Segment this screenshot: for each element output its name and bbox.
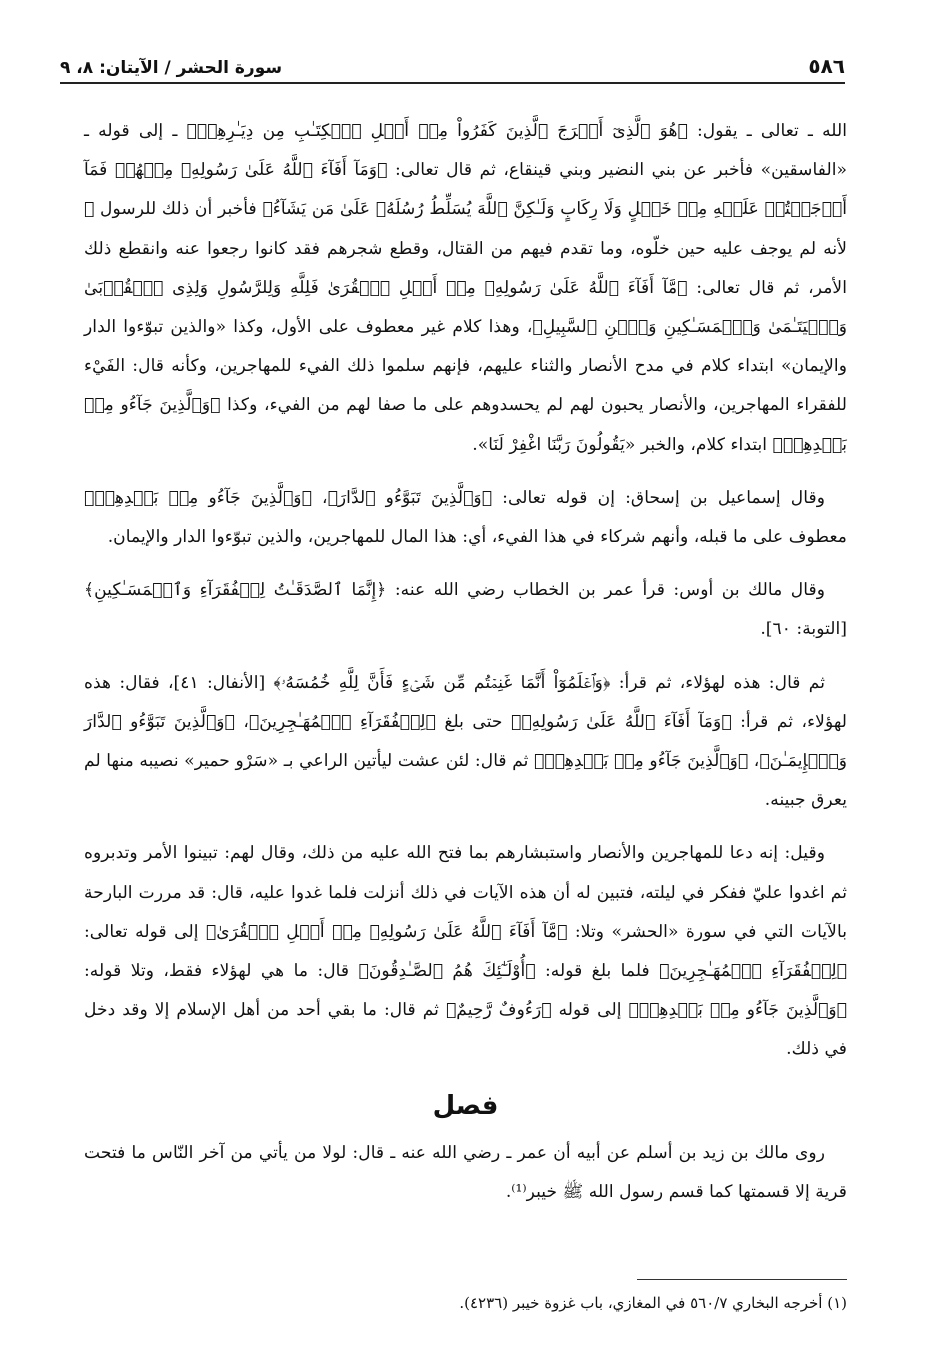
paragraph-5: وقيل: إنه دعا للمهاجرين والأنصار واستبشارهم بما فتح الله عليه من ذلك، وقال لهم: تبينوا الأمر وتدبروه ثم اغدوا عليّ ففكر في ليلته، فتبين له أن هذه الآيات في ذلك أنزلت فلما غدوا عليه، قال: قد مررت البارحة بالآيات التي في سورة «الحشر» وتلا: ﴿مَّآ أَفَآءَ ٱللَّهُ عَلَىٰ رَسُولِهِۦ مِنۡ أَهۡلِ ٱلۡقُرَىٰ﴾ إلى قوله تعالى: ﴿لِلۡفُقَرَآءِ ٱلۡمُهَـٰجِرِينَ﴾ فلما بلغ قوله: ﴿أُوْلَـٰٓئِكَ هُمُ ٱلصَّـٰدِقُونَ﴾ قال: ما هي لهؤلاء فقط، وتلا قوله: ﴿وَٱلَّذِينَ جَآءُو مِنۢ بَعۡدِهِمۡ﴾ إلى قوله ﴿رَءُوفٌ رَّحِيمٌ﴾ ثم قال: ما بقي أحد من أهل الإسلام إلا وقد دخل في ذلك. xyxy=(84,843,847,1060)
paragraph-1: الله ـ تعالى ـ يقول: ﴿هُوَ ٱلَّذِىٓ أَخۡرَجَ ٱلَّذِينَ كَفَرُواْ مِنۡ أَهۡلِ ٱلۡكِتَـٰبِ مِن دِيَـٰرِهِمۡ﴾ ـ إلى قوله ـ «الفاسقين» فأخبر عن بني النضير وبني قينقاع، ثم قال تعالى: ﴿وَمَآ أَفَآءَ ٱللَّهُ عَلَىٰ رَسُولِهِۦ مِنۡهُمۡ فَمَآ أَوۡجَفۡتُمۡ عَلَيۡهِ مِنۡ خَيۡلٍ وَلَا رِكَابٍ وَلَـٰكِنَّ ٱللَّهَ يُسَلِّطُ رُسُلَهُۥ عَلَىٰ مَن يَشَآءُ﴾ فأخبر أن ذلك للرسول ﷺ لأنه لم يوجف عليه حين خلّوه، وما تقدم فيهم من القتال، وقطع شجرهم فقد كانوا رجعوا عنه وانقطع ذلك الأمر، ثم قال تعالى: ﴿مَّآ أَفَآءَ ٱللَّهُ عَلَىٰ رَسُولِهِۦ مِنۡ أَهۡلِ ٱلۡقُرَىٰ فَلِلَّهِ وَلِلرَّسُولِ وَلِذِى ٱلۡقُرۡبَىٰ وَٱلۡيَتَـٰمَىٰ وَٱلۡمَسَـٰكِينِ وَٱبۡنِ ٱلسَّبِيلِ﴾، وهذا كلام غير معطوف على الأول، وكذا «والذين تبوّءوا الدار والإيمان» ابتداء كلام في مدح الأنصار والثناء عليهم، فإنهم سلموا ذلك الفيء للمهاجرين، وكأنه قال: الفَيْء للفقراء المهاجرين، والأنصار يحبون لهم لم يحسدوهم على ما صفا لهم من الفيء، وكذا ﴿وَٱلَّذِينَ جَآءُو مِنۢ بَعۡدِهِمۡ﴾ ابتداء كلام، والخبر «يَقُولُونَ رَبَّنَا اغْفِرْ لَنَا». xyxy=(84,121,847,455)
paragraph-2: وقال إسماعيل بن إسحاق: إن قوله تعالى: ﴿وَٱلَّذِينَ تَبَوَّءُو ٱلدَّارَ﴾، ﴿وَٱلَّذِينَ جَآءُو مِنۢ بَعۡدِهِمۡ﴾ معطوف على ما قبله، وأنهم شركاء في هذا الفيء، أي: هذا المال للمهاجرين، والذين تبوّءوا الدار والإيمان. xyxy=(84,487,847,548)
footnote-divider xyxy=(637,1279,847,1280)
body-text xyxy=(84,112,847,1226)
paragraph-3: وقال مالك بن أوس: قرأ عمر بن الخطاب رضي الله عنه: ﴿إِنَّمَا ٱلصَّدَقَـٰتُ لِلۡفُقَرَآءِ وَٱلۡمَسَـٰكِينِ﴾ [التوبة: ٦٠]. xyxy=(84,580,847,640)
surah-title: سورة الحشر / الآيتان: ٨، ٩ xyxy=(60,58,283,78)
section-heading: فصل xyxy=(432,1090,499,1121)
paragraph-4: ثم قال: هذه لهؤلاء، ثم قرأ: ﴿وَٱعۡلَمُوٓاْ أَنَّمَا غَنِمۡتُم مِّن شَىۡءٍ فَأَنَّ لِلَّهِ خُمُسَهُۥ﴾ [الأنفال: ٤١]، فقال: هذه لهؤلاء، ثم قرأ: ﴿وَمَآ أَفَآءَ ٱللَّهُ عَلَىٰ رَسُولِهِۦ﴾ حتى بلغ ﴿لِلۡفُقَرَآءِ ٱلۡمُهَـٰجِرِينَ﴾، ﴿وَٱلَّذِينَ تَبَوَّءُو ٱلدَّارَ وَٱلۡإِيمَـٰنَ﴾، ﴿وَٱلَّذِينَ جَآءُو مِنۢ بَعۡدِهِمۡ﴾ ثم قال: لئن عشت ليأتين الراعي بـ «سَرْو حمير» نصيبه منها لم يعرق جبينه. xyxy=(84,672,847,811)
page-number: ٥٨٦ xyxy=(808,54,845,78)
running-header xyxy=(60,44,845,84)
footnote: (١) أخرجه البخاري ٥٦٠/٧ في المغازي، باب غزوة خيبر (٤٢٣٦). xyxy=(459,1294,847,1312)
section-paragraph: روى مالك بن زيد بن أسلم عن أبيه أن عمر ـ رضي الله عنه ـ قال: لولا من يأتي من آخر النّاس ما فتحت قرية إلا قسمتها كما قسم رسول الله ﷺ خيبر⁽¹⁾. xyxy=(84,1142,847,1202)
